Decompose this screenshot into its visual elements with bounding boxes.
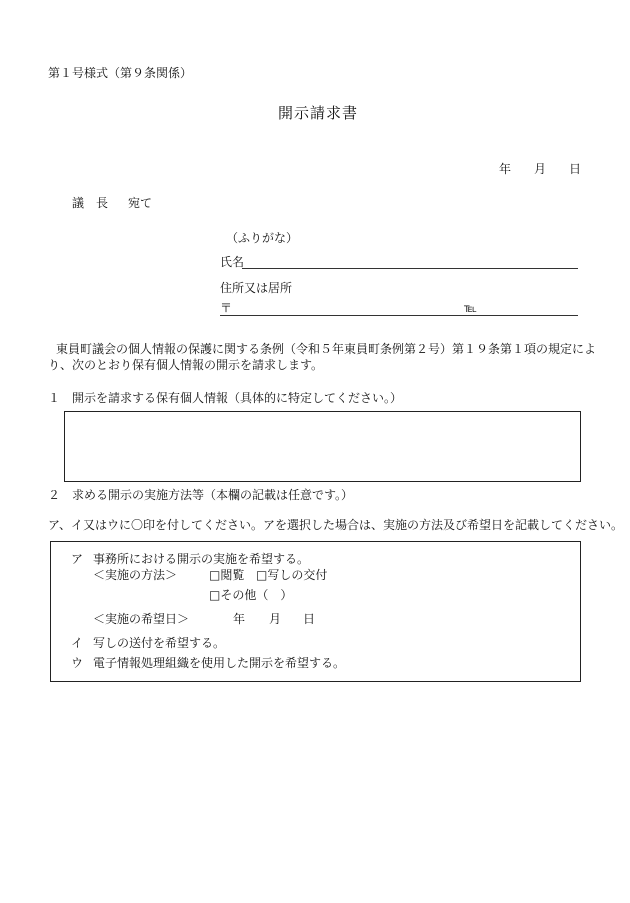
item2-label: 求める開示の実施方法等（本欄の記載は任意です。） xyxy=(72,488,354,502)
form-number-label: 第１号様式（第９条関係） xyxy=(48,66,193,80)
option-a-text: 事務所における開示の実施を希望する。 xyxy=(93,552,310,566)
desired-month-field[interactable]: 月 xyxy=(269,612,282,626)
item1-label: 開示を請求する保有個人情報（具体的に特定してください。） xyxy=(72,391,403,405)
addressee-suffix: 宛て xyxy=(128,196,153,210)
option-i-mark[interactable]: イ xyxy=(71,636,84,650)
request-statement-line1: 東員町議会の個人情報の保護に関する条例（令和５年東員町条例第２号）第１９条第１項の規定によ xyxy=(56,342,597,356)
telephone-mark: ℡ xyxy=(464,301,477,315)
option-a-mark[interactable]: ア xyxy=(71,552,84,566)
checkbox-browse[interactable]: □閲覧 xyxy=(209,568,245,582)
date-month-field[interactable]: 月 xyxy=(534,162,547,176)
date-day-field[interactable]: 日 xyxy=(569,162,582,176)
page-title: 開示請求書 xyxy=(278,104,359,122)
name-field[interactable] xyxy=(242,268,578,269)
item1-number: １ xyxy=(48,391,61,405)
desired-day-field[interactable]: 日 xyxy=(303,612,316,626)
item1-entry-box[interactable] xyxy=(64,411,581,482)
method-options-box xyxy=(50,541,581,682)
request-statement-line2: り、次のとおり保有個人情報の開示を請求します。 xyxy=(48,358,324,372)
checkbox-other[interactable]: □その他（ ） xyxy=(209,588,293,602)
date-year-field[interactable]: 年 xyxy=(499,162,512,176)
name-label: 氏名 xyxy=(220,255,245,269)
option-i-text: 写しの送付を希望する。 xyxy=(93,636,226,650)
option-u-mark[interactable]: ウ xyxy=(71,656,84,670)
address-field[interactable] xyxy=(220,315,578,316)
checkbox-copy-delivery[interactable]: □写しの交付 xyxy=(256,568,328,582)
address-label: 住所又は居所 xyxy=(220,281,293,295)
method-label: ＜実施の方法＞ xyxy=(93,568,178,582)
furigana-label: （ふりがな） xyxy=(226,231,299,245)
option-u-text: 電子情報処理組織を使用した開示を希望する。 xyxy=(93,656,346,670)
postal-code-mark: 〒 xyxy=(220,301,233,315)
desired-date-label: ＜実施の希望日＞ xyxy=(93,612,190,626)
item2-number: ２ xyxy=(48,488,61,502)
item2-instruction: ア、イ又はウに〇印を付してください。アを選択した場合は、実施の方法及び希望日を記載してください。 xyxy=(48,518,624,532)
addressee-name: 議 長 xyxy=(72,196,109,210)
desired-year-field[interactable]: 年 xyxy=(233,612,246,626)
